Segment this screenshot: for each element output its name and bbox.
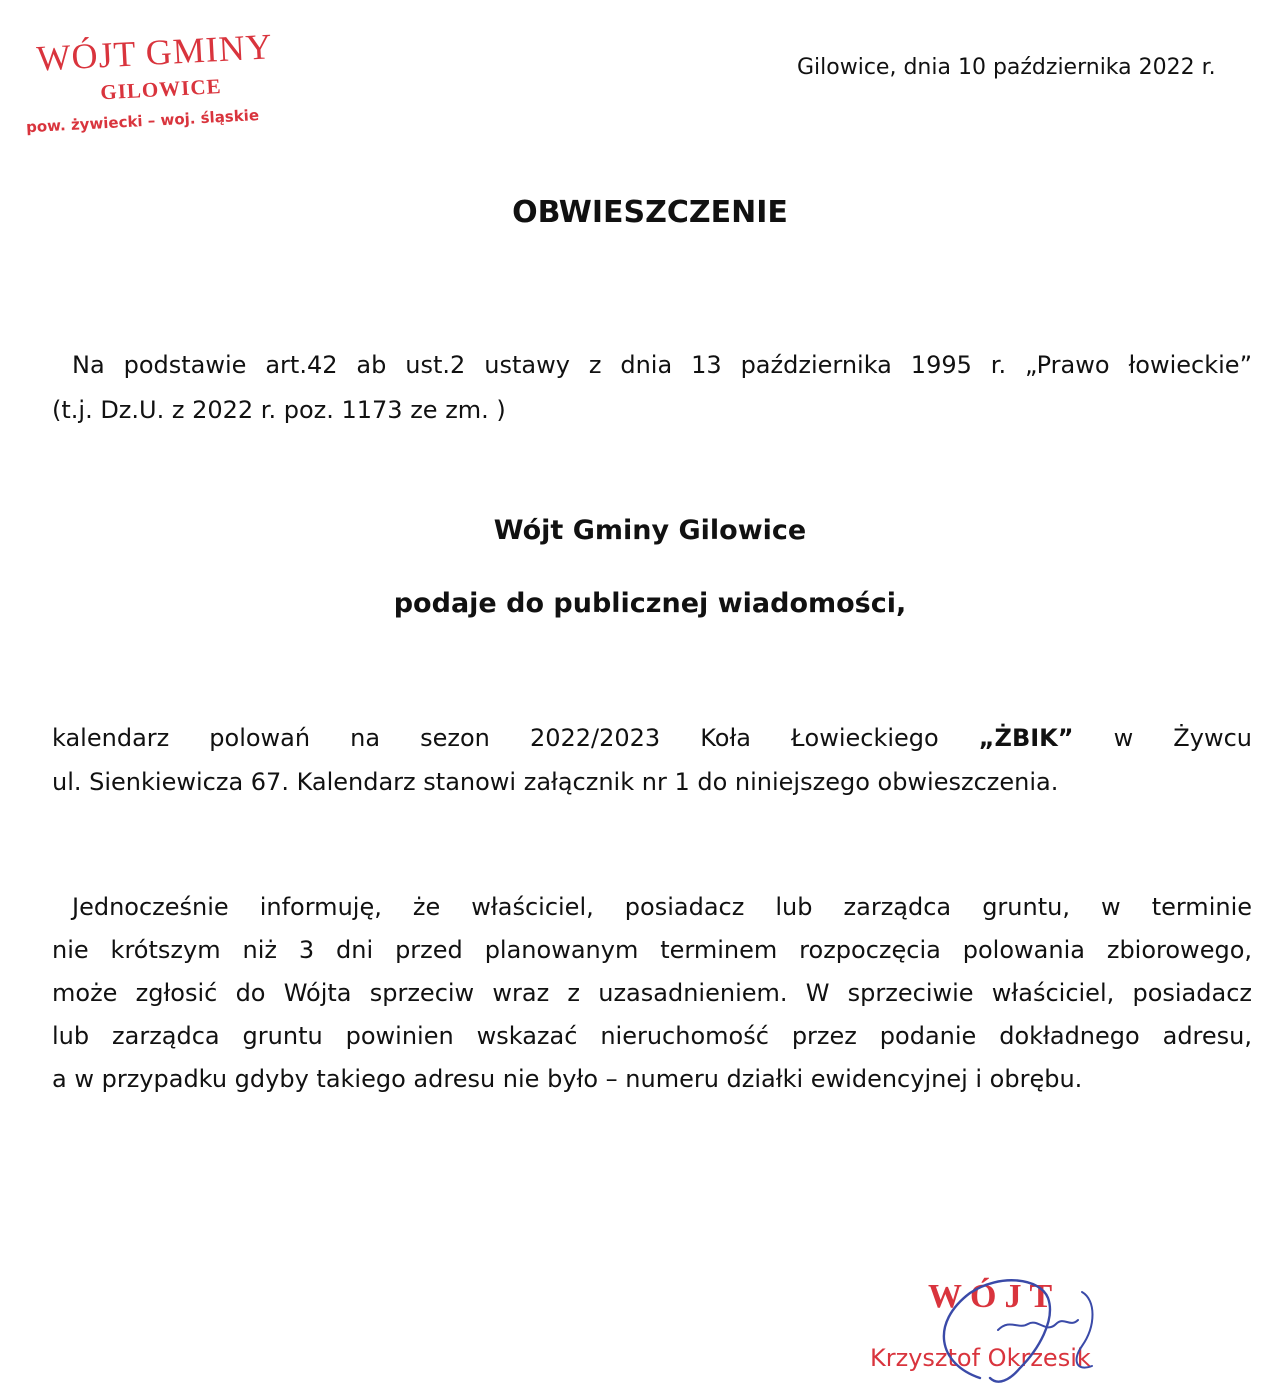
word: kalendarz bbox=[52, 724, 170, 752]
signature-block bbox=[860, 1268, 1180, 1388]
word: Żywcu bbox=[1173, 724, 1252, 752]
word: sezon bbox=[420, 724, 490, 752]
official-stamp bbox=[15, 13, 351, 150]
document-title: OBWIESZCZENIE bbox=[512, 195, 788, 230]
legal-basis-line-1: Na podstawie art.42 ab ust.2 ustawy z dnia 13 października 1995 r. „Prawo łowieckie” bbox=[72, 351, 1252, 379]
calendar-paragraph bbox=[52, 716, 1252, 804]
stamp-municipality: GILOWICE bbox=[99, 74, 223, 105]
word: polowań bbox=[209, 724, 311, 752]
objection-paragraph bbox=[52, 886, 1252, 1101]
stamp-title: WÓJT GMINY bbox=[35, 26, 274, 79]
word: w bbox=[1113, 724, 1134, 752]
signature-title: WÓJT bbox=[928, 1278, 1061, 1315]
objection-line: lub zarządca gruntu powinien wskazać nieruchomość przez podanie dokładnego adresu, bbox=[52, 1022, 1252, 1050]
word: 2022/2023 bbox=[529, 724, 661, 752]
objection-line: nie krótszym niż 3 dni przed planowanym terminem rozpoczęcia polowania zbiorowego, bbox=[52, 936, 1252, 964]
issuer-heading: Wójt Gminy Gilowice bbox=[493, 515, 807, 546]
legal-basis bbox=[52, 343, 1252, 433]
word: Łowieckiego bbox=[791, 724, 939, 752]
word: na bbox=[350, 724, 381, 752]
objection-line: Jednocześnie informuję, że właściciel, posiadacz lub zarządca gruntu, w terminie bbox=[72, 893, 1252, 921]
club-name: „ŻBIK” bbox=[978, 724, 1074, 752]
document-date: Gilowice, dnia 10 października 2022 r. bbox=[797, 55, 1216, 80]
signatory-name: Krzysztof Okrzesik bbox=[870, 1344, 1091, 1372]
calendar-paragraph-line-1 bbox=[52, 716, 1252, 760]
legal-basis-line-2: (t.j. Dz.U. z 2022 r. poz. 1173 ze zm. ) bbox=[52, 396, 506, 424]
objection-line: może zgłosić do Wójta sprzeciw wraz z uzasadnieniem. W sprzeciwie właściciel, posiadacz bbox=[52, 979, 1252, 1007]
word: Koła bbox=[700, 724, 751, 752]
handwritten-signature bbox=[860, 1268, 1180, 1398]
announcement-heading: podaje do publicznej wiadomości, bbox=[393, 588, 907, 619]
objection-line: a w przypadku gdyby takiego adresu nie było – numeru działki ewidencyjnej i obrębu. bbox=[52, 1065, 1083, 1093]
stamp-region: pow. żywiecki – woj. śląskie bbox=[25, 106, 260, 137]
calendar-paragraph-line-2: ul. Sienkiewicza 67. Kalendarz stanowi załącznik nr 1 do niniejszego obwieszczenia. bbox=[52, 768, 1059, 796]
